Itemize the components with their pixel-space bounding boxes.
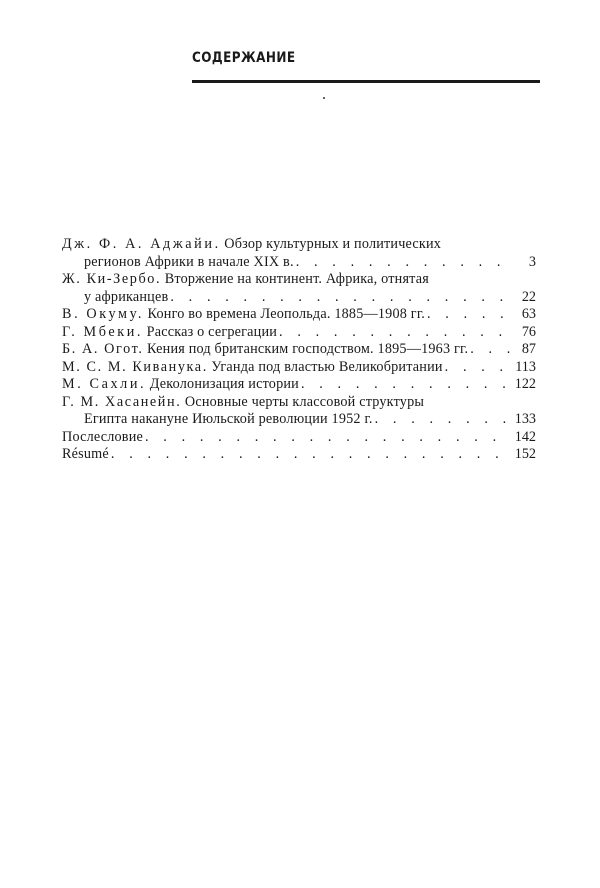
toc-page-number: 63 (521, 306, 536, 322)
toc-title-continued: у африканцев (84, 288, 169, 305)
toc-line (62, 254, 536, 272)
toc-text (62, 359, 443, 377)
toc-line (62, 359, 536, 377)
toc-line (62, 446, 536, 464)
toc-title: Деколонизация истории (149, 376, 299, 392)
toc-title: Конго во времена Леопольда. 1885—1908 гг. (147, 306, 425, 322)
toc-entry-okumu[interactable] (62, 306, 536, 324)
toc-text (62, 341, 468, 359)
toc-text (62, 306, 425, 324)
toc-line (62, 271, 536, 289)
toc-page-number: 142 (514, 428, 536, 445)
toc-line (62, 429, 536, 447)
dot-leader (443, 359, 510, 377)
toc-title: Вторжение на континент. Африка, отнятая (164, 271, 429, 287)
page-title: СОДЕРЖАНИЕ (192, 50, 296, 66)
toc-author: М. Сахли. (62, 376, 147, 392)
toc-page-number: 87 (521, 341, 536, 357)
toc-page-number: 133 (514, 411, 536, 427)
toc-page-number: 22 (521, 288, 536, 305)
toc-title-continued: регионов Африки в начале XIX в. (84, 253, 294, 270)
toc-page-number: 122 (514, 376, 536, 392)
toc-text (62, 271, 429, 289)
toc-entry-hasanein[interactable] (62, 394, 536, 429)
dot-leader (294, 254, 510, 272)
toc-line (62, 376, 536, 394)
toc-text (62, 324, 277, 342)
title-rule (192, 80, 540, 83)
toc-page-number: 152 (514, 446, 536, 462)
toc-title: Основные черты классовой структуры (184, 393, 425, 410)
toc-title: Обзор культурных и политических (224, 236, 442, 252)
toc-title-continued: Египта накануне Июльской революции 1952 г. (84, 411, 373, 427)
toc-line (62, 324, 536, 342)
dot-leader (277, 324, 510, 342)
toc-title: Уганда под властью Великобритании (211, 358, 443, 375)
dot-leader (168, 289, 510, 307)
toc-author: Дж. Ф. А. Аджайи. (62, 236, 221, 252)
toc-page-number: 113 (515, 358, 536, 375)
toc-entry-ogot[interactable] (62, 341, 536, 359)
toc-entry-afterword[interactable] (62, 429, 536, 447)
toc-page-number: 76 (521, 323, 536, 340)
toc-line (62, 289, 536, 307)
toc-text (62, 236, 441, 254)
toc-text (62, 394, 424, 412)
table-of-contents (62, 236, 536, 464)
toc-line (62, 411, 536, 429)
toc-text (62, 376, 299, 394)
toc-line (62, 306, 536, 324)
toc-entry-sahli[interactable] (62, 376, 536, 394)
toc-title: Кения под британским господством. 1895—1963 гг. (147, 341, 469, 357)
dot-leader (373, 411, 510, 429)
print-speck (323, 97, 325, 99)
toc-title: Рассказ о сегрегации (146, 323, 278, 340)
toc-author: Г. М. Хасанейн. (62, 393, 182, 410)
toc-entry-kiwanuka[interactable] (62, 359, 536, 377)
dot-leader (143, 429, 510, 447)
toc-author: М. С. М. Киванука. (62, 358, 208, 375)
toc-entry-ajayi[interactable] (62, 236, 536, 271)
toc-title: Résumé (62, 446, 109, 462)
toc-author: Б. А. Огот. (62, 341, 144, 357)
dot-leader (109, 446, 510, 464)
toc-author: Г. Мбеки. (62, 323, 144, 340)
toc-entry-ki-zerbo[interactable] (62, 271, 536, 306)
toc-author: Ж. Ки-Зербо. (62, 271, 162, 287)
toc-page-number: 3 (528, 253, 536, 270)
dot-leader (468, 341, 510, 359)
toc-title: Послесловие (62, 428, 143, 445)
toc-line (62, 236, 536, 254)
toc-line (62, 341, 536, 359)
toc-line (62, 394, 536, 412)
toc-entry-resume[interactable] (62, 446, 536, 464)
dot-leader (425, 306, 510, 324)
toc-entry-mbeki[interactable] (62, 324, 536, 342)
dot-leader (299, 376, 510, 394)
toc-author: В. Окуму. (62, 306, 144, 322)
